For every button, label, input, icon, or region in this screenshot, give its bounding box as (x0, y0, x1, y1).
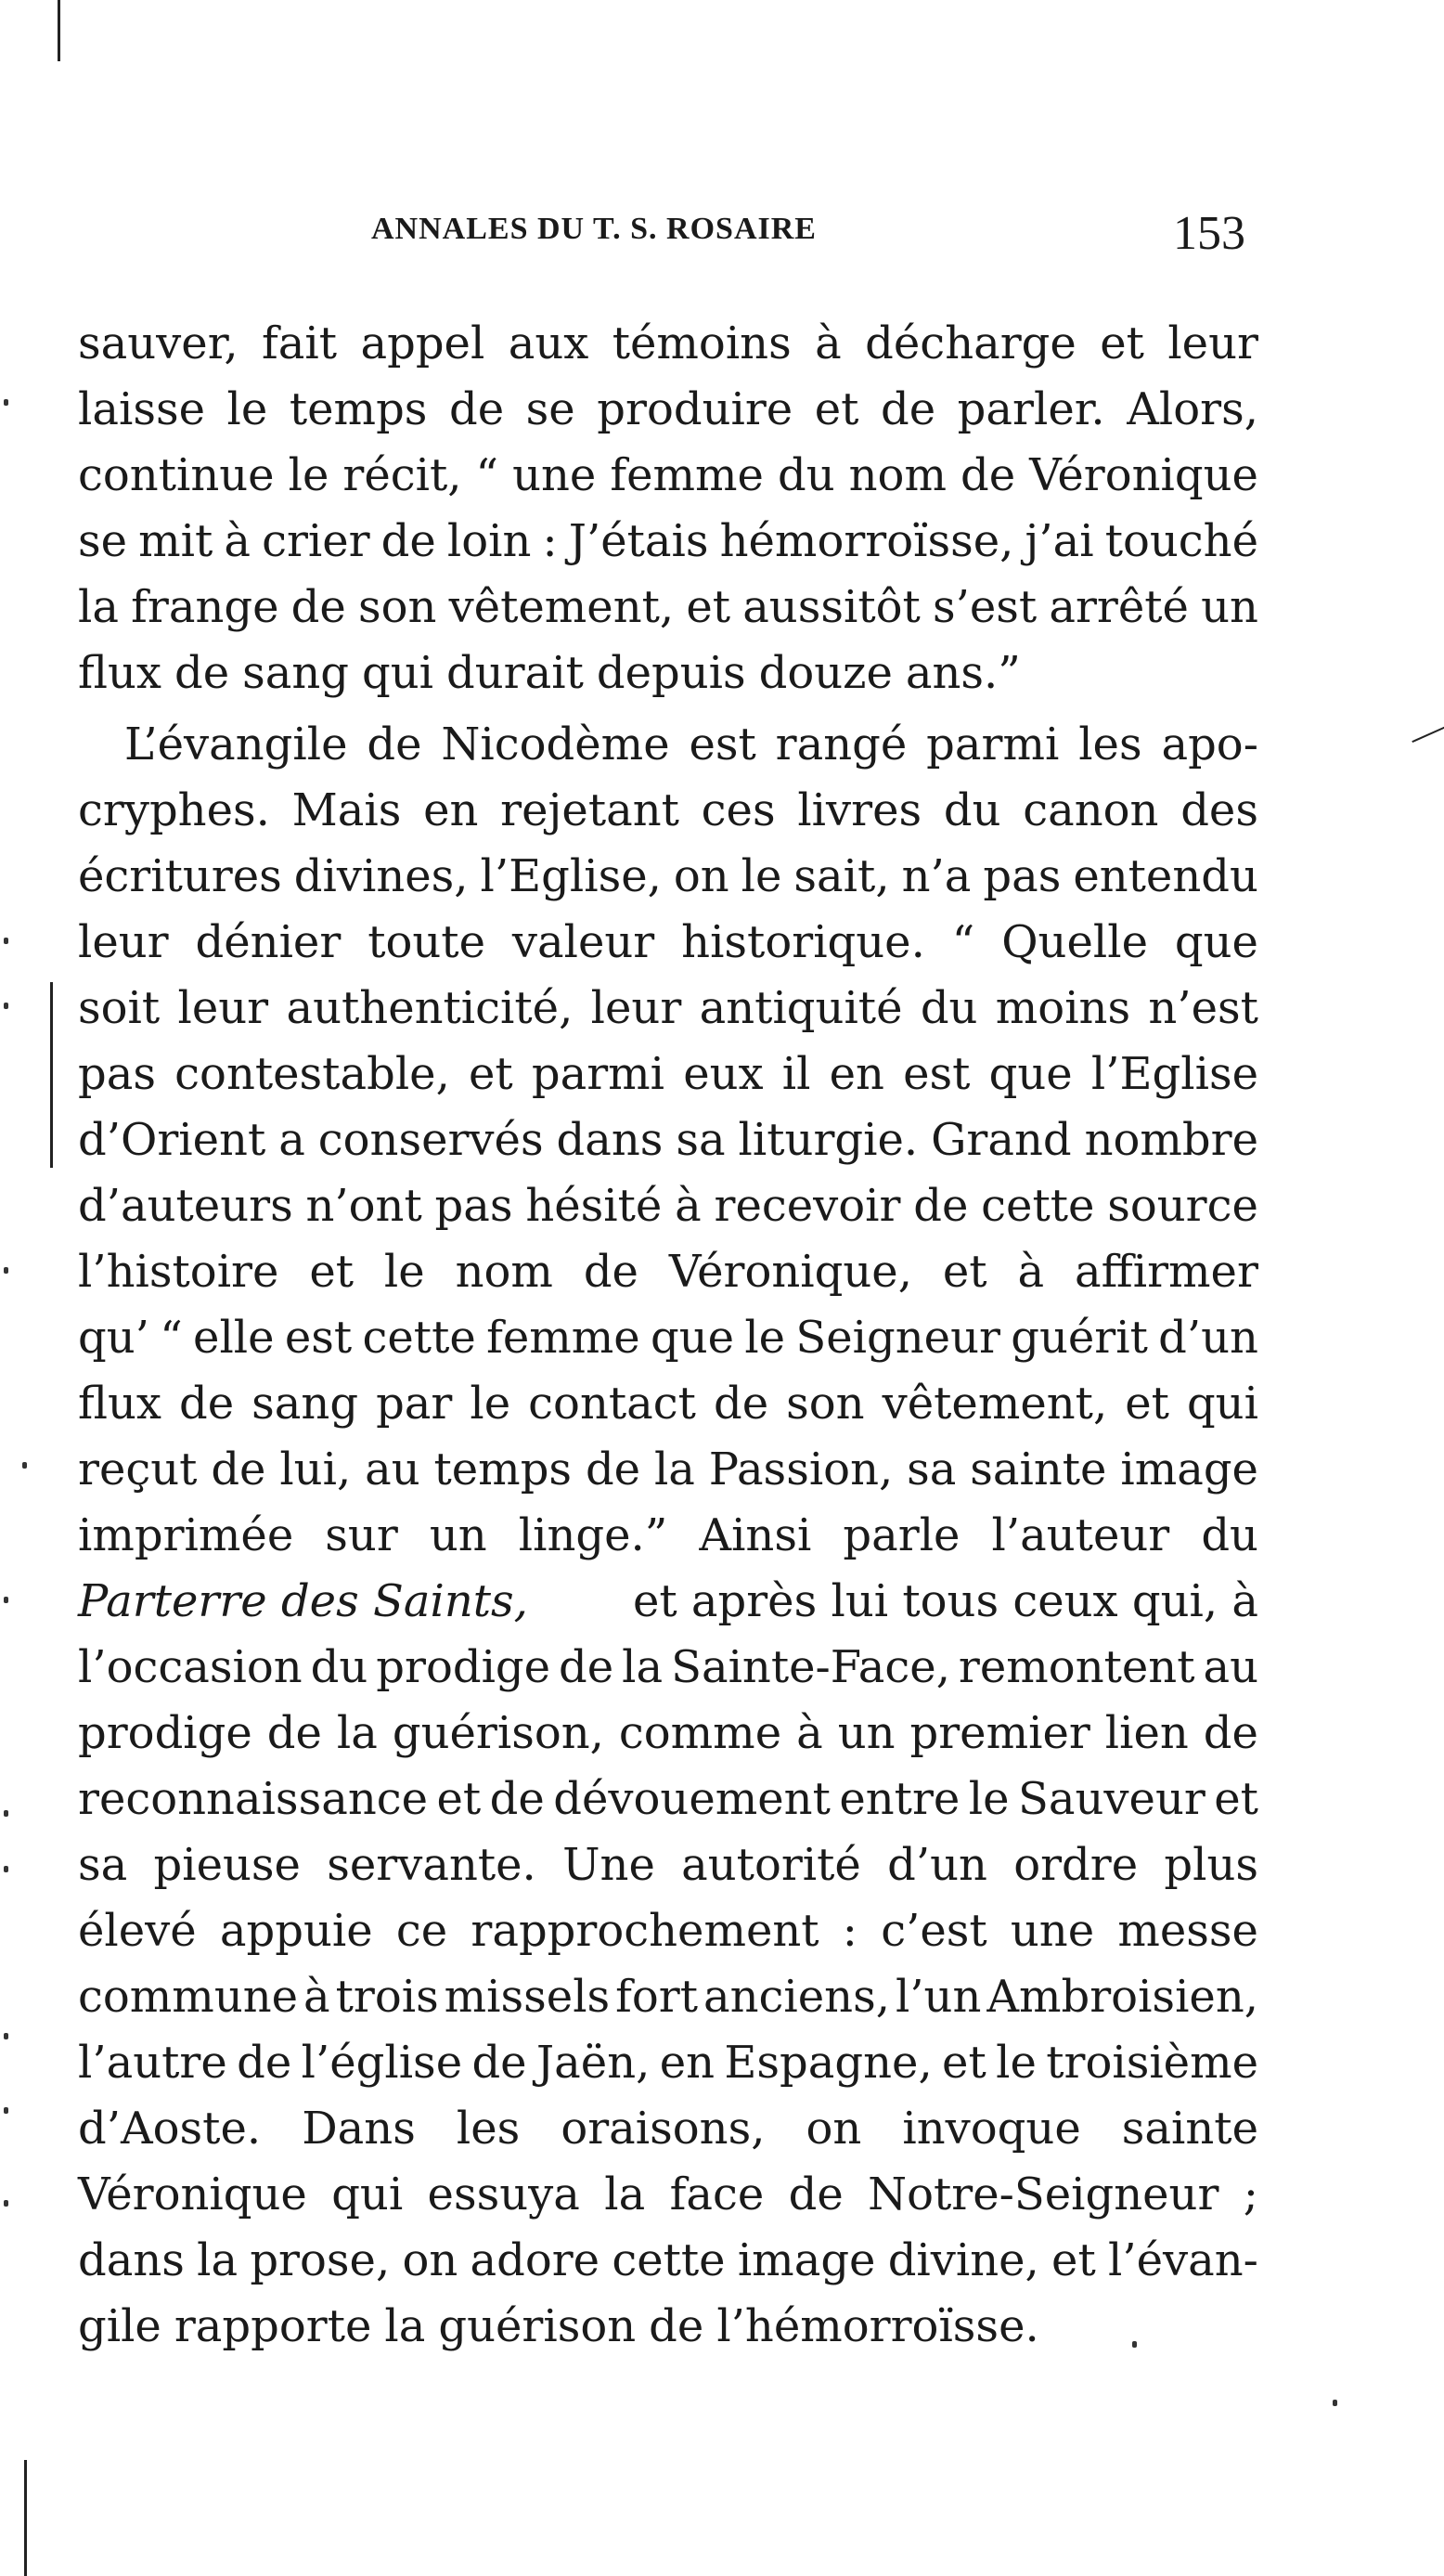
text-line: L’évangile de Nicodème est rangé parmi les apo- (124, 718, 1258, 770)
text-line: reçut de lui, au temps de la Passion, sa sainte image (78, 1443, 1258, 1495)
margin-mark (4, 1597, 8, 1603)
text-line: sauver, fait appel aux témoins à décharge et leur (78, 317, 1258, 369)
text-line: l’occasion du prodige de la Sainte-Face, remontent au (78, 1640, 1258, 1693)
text-line: flux de sang qui durait depuis douze ans.” (78, 646, 1021, 699)
text-line: qu’ “ elle est cette femme que le Seigneur guérit d’un (78, 1311, 1258, 1364)
text-line: élevé appuie ce rapprochement : c’est une messe (78, 1904, 1258, 1957)
text-fragment: et après lui tous ceux qui, à (632, 1574, 1258, 1627)
text-line: imprimée sur un linge.” Ainsi parle l’auteur du (78, 1508, 1258, 1561)
text-line: continue le récit, “ une femme du nom de Véronique (78, 448, 1258, 501)
paragraph-2 (78, 711, 1258, 2359)
scan-edge-line-bottom (24, 2460, 27, 2576)
text-line: flux de sang par le contact de son vêtement, et qui (78, 1377, 1258, 1430)
margin-mark (4, 1267, 8, 1274)
text-line: d’auteurs n’ont pas hésité à recevoir de cette source (78, 1179, 1258, 1232)
text-line: la frange de son vêtement, et aussitôt s’est arrêté un (78, 580, 1258, 633)
margin-mark (4, 2033, 8, 2039)
text-line: d’Aoste. Dans les oraisons, on invoque sainte (78, 2102, 1258, 2155)
margin-mark (4, 2107, 8, 2114)
margin-mark (4, 1810, 8, 1817)
page-number: 153 (1173, 207, 1245, 260)
margin-mark (4, 1003, 8, 1009)
text-line: écritures divines, l’Eglise, on le sait, n’a pas entendu (78, 849, 1258, 902)
text-line: l’histoire et le nom de Véronique, et à affirmer (78, 1245, 1258, 1298)
text-line: gile rapporte la guérison de l’hémorroïsse. (78, 2299, 1039, 2352)
margin-mark (4, 2200, 8, 2207)
body-text (78, 310, 1258, 2359)
margin-mark (1333, 2400, 1337, 2406)
text-line: soit leur authenticité, leur antiquité du moins n’est (78, 981, 1258, 1034)
scan-edge-line-left (50, 982, 53, 1168)
margin-mark (4, 1866, 8, 1872)
margin-mark (22, 1462, 27, 1469)
text-line: pas contestable, et parmi eux il en est que l’Eglise (78, 1047, 1258, 1100)
text-line: Véronique qui essuya la face de Notre-Seigneur ; (78, 2168, 1258, 2220)
text-line: reconnaissance et de dévouement entre le Sauveur et (78, 1772, 1258, 1825)
text-line-with-title (78, 1568, 1258, 1634)
text-line: commune à trois missels fort anciens, l’un Ambroisien, (78, 1970, 1258, 2023)
scan-edge-line-top (58, 0, 60, 61)
paragraph-1 (78, 310, 1258, 705)
text-line: leur dénier toute valeur historique. “ Quelle que (78, 915, 1258, 968)
text-line: se mit à crier de loin : J’étais hémorroïsse, j’ai touché (78, 514, 1258, 567)
text-line: sa pieuse servante. Une autorité d’un ordre plus (78, 1838, 1258, 1891)
running-head-title: ANNALES DU T. S. ROSAIRE (371, 212, 817, 246)
text-line: l’autre de l’église de Jaën, en Espagne, et le troisième (78, 2036, 1258, 2089)
margin-mark (4, 938, 8, 944)
text-line: d’Orient a conservés dans sa liturgie. Grand nombre (78, 1113, 1258, 1166)
text-line: laisse le temps de se produire et de parler. Alors, (78, 382, 1258, 435)
text-line: cryphes. Mais en rejetant ces livres du canon des (78, 783, 1258, 836)
book-title: Parterre des Saints, (78, 1574, 528, 1627)
text-line: dans la prose, on adore cette image divine, et l’évan- (78, 2233, 1258, 2286)
margin-mark (4, 399, 8, 406)
text-line: prodige de la guérison, comme à un premier lien de (78, 1706, 1258, 1759)
scan-edge-stroke-right (1412, 726, 1444, 743)
